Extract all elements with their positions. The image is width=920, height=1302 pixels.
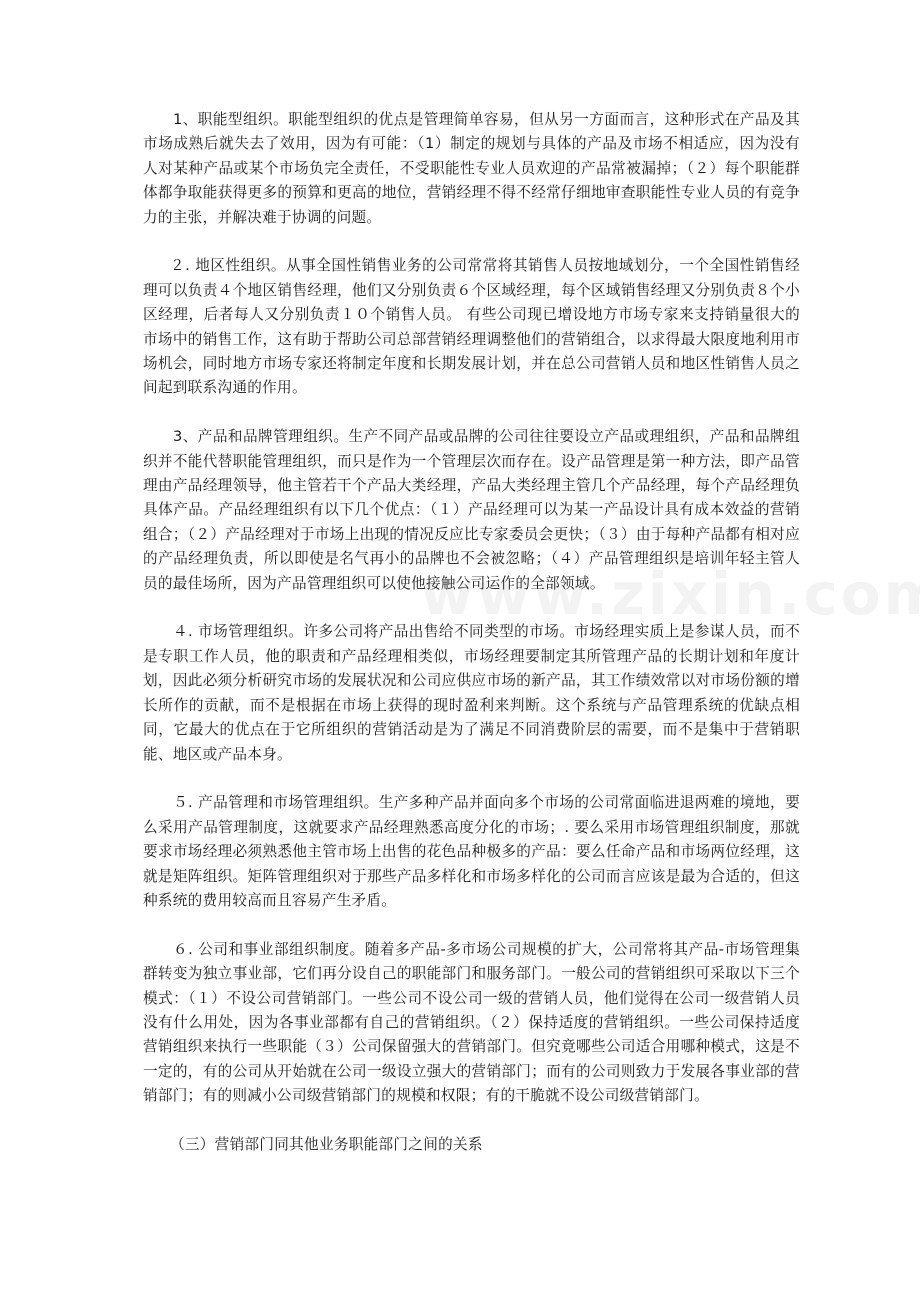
paragraph-corporate-division-organization: ６. 公司和事业部组织制度。随着多产品-多市场公司规模的扩大，公司常将其产品-市场管理集群转变为独立事业部，它们再分设自己的职能部门和服务部门。一般公司的营销组织可采取以下三个模式：（１）不设公司营销部门。一些公司不设公司一级的营销人员，他们觉得在公司一级营销人员没有什么用处，因为各事业部都有自己的营销组织。（２）保持适度的营销组织。一些公司保持适度营销组织来执行一些职能（３）公司保留强大的营销部门。但究竟哪些公司适合用哪种模式，这是不一定的，有的公司从开始就在公司一级设立强大的营销部门；而有的公司则致力于发展各事业部的营销部门；有的则减小公司级营销部门的规模和权限；有的干脆就不设公司级营销部门。	[143, 940, 800, 1105]
paragraph-product-brand-organization: 3、产品和品牌管理组织。生产不同产品或品牌的公司往往要设立产品或理组织，产品和品牌组织并不能代替职能管理组织，而只是作为一个管理层次而存在。设产品管理是第一种方法，即产品管理由产品经理领导，他主管若干个产品大类经理，产品大类经理主管几个产品经理，每个产品经理负具体产品。产品经理组织有以下几个优点：（１）产品经理可以为某一产品设计具有成本效益的营销组合；（２）产品经理对于市场上出现的情况反应比专家委员会更快；（３）由于每种产品都有相对应的产品经理负责，所以即使是名气再小的品牌也不会被忽略；（４）产品管理组织是培训年轻主管人员的最佳场所，因为产品管理组织可以使他接触公司运作的全部领域。	[143, 428, 800, 592]
paragraph-product-market-organization: ５. 产品管理和市场管理组织。生产多种产品并面向多个市场的公司常面临进退两难的境地，要么采用产品管理制度，这就要求产品经理熟悉高度分化的市场；. 要么采用市场管理组织制度，那就要求市场经理必须熟悉他主管市场上出售的花色品种极多的产品：要么任命产品和市场两位经理，这就是矩阵组织。矩阵管理组织对于那些产品多样化和市场多样化的公司而言应该是最为合适的，但这种系统的费用较高而且容易产生矛盾。	[143, 794, 800, 909]
paragraph-market-management-organization: ４. 市场管理组织。许多公司将产品出售给不同类型的市场。市场经理实质上是参谋人员，而不是专职工作人员，他的职责和产品经理相类似，市场经理要制定其所管理产品的长期计划和年度计划，因此必须分析研究市场的发展状况和公司应供应市场的新产品，其工作绩效常以对市场份额的增长所作的贡献，而不是根据在市场上获得的现时盈利来判断。这个系统与产品管理系统的优缺点相同，它最大的优点在于它所组织的营销活动是为了满足不同消费阶层的需要，而不是集中于营销职能、地区或产品本身。	[143, 623, 800, 763]
paragraph-regional-organization: ２. 地区性组织。从事全国性销售业务的公司常常将其销售人员按地域划分，一个全国性销售经理可以负责４个地区销售经理，他们又分别负责６个区域经理，每个区域销售经理又分别负责８个小区经理，后者每人又分别负责１０个销售人员。 有些公司现已增设地方市场专家来支持销量很大的市场中的销售工作，这有助于帮助公司总部营销经理调整他们的营销组合，以求得最大限度地利用市场机会，同时地方市场专家还将制定年度和长期发展计划，并在总公司营销人员和地区性销售人员之间起到联系沟通的作用。	[143, 257, 800, 397]
paragraph-functional-organization: 1、职能型组织。职能型组织的优点是管理简单容易，但从另一方面而言，这种形式在产品及其市场成熟后就失去了效用，因为有可能：（1）制定的规划与具体的产品及市场不相适应，因为没有人对某种产品或某个市场负完全责任，不受职能性专业人员欢迎的产品常被漏掉；（２）每个职能群体都争取能获得更多的预算和更高的地位，营销经理不得不经常仔细地审查职能性专业人员的有竞争力的主张，并解决难于协调的问题。	[143, 111, 800, 226]
section-heading: （三）营销部门同其他业务职能部门之间的关系	[170, 1135, 483, 1153]
document-body	[143, 108, 800, 1157]
